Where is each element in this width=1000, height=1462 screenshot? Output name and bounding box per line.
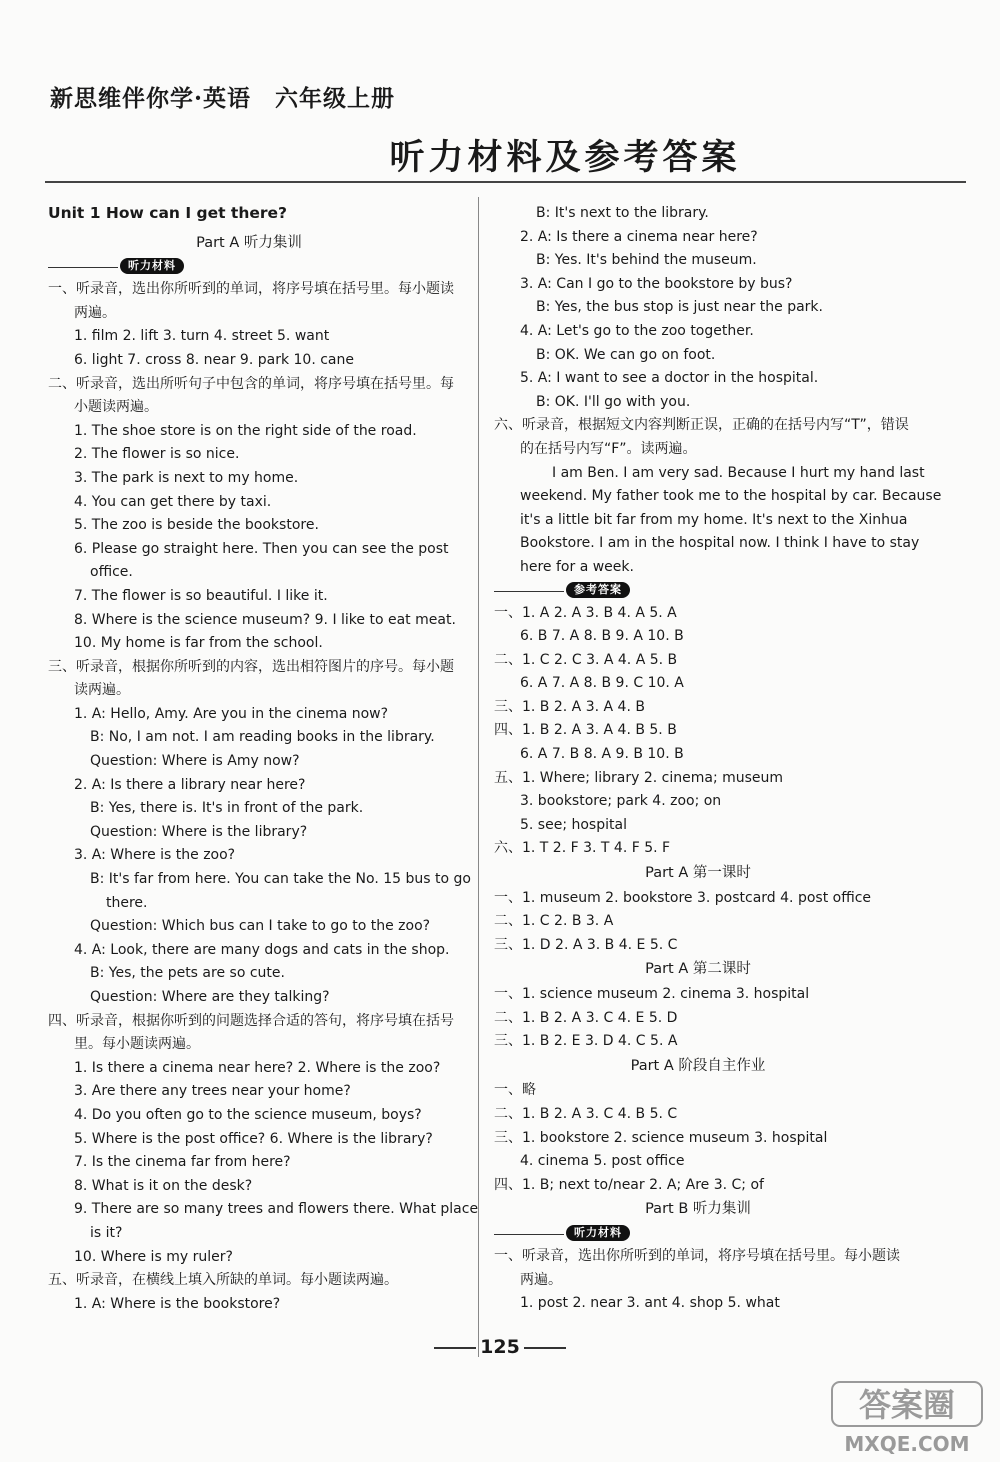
section-badge: 听力材料 [120,258,184,274]
text-line: it's a little bit far from my home. It's next to the Xinhua [520,511,908,528]
text-line: 一、1. museum 2. bookstore 3. postcard 4. post office [494,889,872,906]
unit-title: Unit 1 How can I get there? [48,204,288,222]
text-line: 三、1. B 2. A 3. A 4. B [494,698,645,715]
text-line: 5. see; hospital [520,816,627,833]
text-line: 6. B 7. A 8. B 9. A 10. B [520,628,684,645]
text-line: 3. bookstore; park 4. zoo; on [520,793,722,810]
section-badge-row [48,256,450,278]
text-line: 三、1. bookstore 2. science museum 3. hospital [494,1129,828,1146]
text-line: 1. A: Where is the bookstore? [74,1295,281,1312]
text-line: 2. A: Is there a library near here? [74,776,306,793]
text-line: 的在括号内写“F”。读两遍。 [520,440,697,457]
text-line: 1. The shoe store is on the right side of the road. [74,422,417,439]
text-line: 一、1. A 2. A 3. B 4. A 5. A [494,604,677,621]
watermark-logo [824,1378,994,1458]
text-line: 三、1. D 2. A 3. B 4. E 5. C [494,936,678,953]
text-line: 四、听录音，根据你听到的问题选择合适的答句，将序号填在括号 [48,1012,454,1029]
text-line: Question: Where is Amy now? [90,753,300,770]
text-line: B: Yes, there is. It's in front of the park. [90,800,364,817]
text-line: 五、1. Where; library 2. cinema; museum [494,769,784,786]
part-heading: Part A 第二课时 [645,961,751,978]
text-line: Question: Where are they talking? [90,989,330,1005]
text-line: 4. Do you often go to the science museum, boys? [74,1106,422,1123]
column-divider [478,197,479,1357]
text-line: 4. cinema 5. post office [520,1153,685,1170]
text-line: 3. The park is next to my home. [74,469,299,486]
text-line: 7. Is the cinema far from here? [74,1154,291,1171]
text-line: 10. Where is my ruler? [74,1248,233,1265]
page-number [0,1336,1000,1358]
text-line: 三、听录音，根据你所听到的内容，选出相符图片的序号。每小题 [48,658,454,675]
page-number-value: 125 [480,1336,520,1358]
part-heading: Part A 第一课时 [645,865,751,882]
text-line: Question: Where is the library? [90,823,308,840]
text-line: 两遍。 [74,304,116,321]
text-line: 里。每小题读两遍。 [74,1036,200,1053]
text-line: 二、1. C 2. C 3. A 4. A 5. B [494,651,678,668]
badge-rule [494,591,564,592]
text-line: 10. My home is far from the school. [74,635,323,652]
title-divider [45,181,966,183]
text-line: 1. A: Hello, Amy. Are you in the cinema now? [74,705,389,722]
text-line: 一、听录音，选出你所听到的单词，将序号填在括号里。每小题读 [494,1247,900,1264]
text-line: 读两遍。 [74,682,130,699]
text-line: 五、听录音，在横线上填入所缺的单词。每小题读两遍。 [48,1272,398,1289]
badge-rule [494,1234,564,1235]
text-line: 三、1. B 2. E 3. D 4. C 5. A [494,1033,678,1050]
text-line: B: OK. We can go on foot. [536,346,716,363]
text-line: office. [90,564,133,581]
text-line: here for a week. [520,558,634,575]
text-line: 一、1. science museum 2. cinema 3. hospital [494,986,810,1002]
text-line: 5. The zoo is beside the bookstore. [74,517,319,534]
text-line: 一、略 [494,1082,536,1099]
text-line: 两遍。 [520,1271,562,1288]
text-line: 2. A: Is there a cinema near here? [520,228,758,245]
text-line: B: Yes. It's behind the museum. [536,252,757,269]
section-badge-row [494,1223,902,1245]
text-line: B: Yes, the pets are so cute. [90,965,285,982]
text-line: 四、1. B 2. A 3. A 4. B 5. B [494,722,677,739]
text-line: B: It's far from here. You can take the No. 15 bus to go [90,871,471,888]
grade-label: 六年级上册 [275,85,396,112]
text-line: 4. You can get there by taxi. [74,493,272,510]
text-line: is it? [90,1224,123,1241]
text-line: I am Ben. I am very sad. Because I hurt my hand last [552,464,925,481]
page-title: 听力材料及参考答案 [389,138,741,178]
text-line: Question: Which bus can I take to go to the zoo? [90,918,431,935]
text-line: 3. A: Can I go to the bookstore by bus? [520,275,793,292]
text-line: 二、1. B 2. A 3. C 4. E 5. D [494,1009,678,1026]
text-line: 4. A: Let's go to the zoo together. [520,322,754,339]
text-line: 四、1. B; next to/near 2. A; Are 3. C; of [494,1176,764,1193]
section-badge: 听力材料 [566,1225,630,1241]
series-name: 新思维伴你学·英语 [50,85,252,112]
text-line: 6. A 7. B 8. A 9. B 10. B [520,746,684,763]
text-line: 一、听录音，选出你所听到的单词，将序号填在括号里。每小题读 [48,281,454,298]
text-line: 小题读两遍。 [74,399,158,416]
text-line: weekend. My father took me to the hospital by car. Because [520,488,942,505]
text-line: 1. post 2. near 3. ant 4. shop 5. what [520,1295,780,1312]
text-line: 5. Where is the post office? 6. Where is the library? [74,1130,433,1147]
text-line: there. [106,894,148,911]
text-line: 六、听录音，根据短文内容判断正误，正确的在括号内写“T”，错误 [494,417,909,434]
text-line: 1. film 2. lift 3. turn 4. street 5. want [74,328,330,345]
left-column [48,202,479,1316]
watermark-bottom-text: MXQE.COM [844,1432,970,1456]
part-heading: Part A 听力集训 [196,234,302,251]
page-number-dash-left [434,1347,476,1349]
text-line: 1. Is there a cinema near here? 2. Where is the zoo? [74,1059,441,1076]
text-line: Bookstore. I am in the hospital now. I think I have to stay [520,535,920,552]
text-line: 二、1. B 2. A 3. C 4. B 5. C [494,1105,678,1122]
part-heading: Part A 阶段自主作业 [630,1057,766,1074]
series-title [50,80,395,113]
page-number-dash-right [524,1347,566,1349]
text-line: B: It's next to the library. [536,205,709,221]
text-line: 6. Please go straight here. Then you can see the post [74,540,449,557]
badge-rule [48,267,118,268]
text-line: 6. light 7. cross 8. near 9. park 10. cane [74,351,354,368]
section-badge-row [494,580,902,602]
text-line: 3. A: Where is the zoo? [74,847,236,864]
text-line: 2. The flower is so nice. [74,446,240,463]
text-line: B: OK. I'll go with you. [536,393,691,410]
section-badge: 参考答案 [566,582,630,598]
watermark-top-text: 答案圈 [858,1386,956,1424]
text-line: 8. What is it on the desk? [74,1177,253,1194]
right-column [494,202,942,1316]
text-line: 5. A: I want to see a doctor in the hospital. [520,370,819,387]
text-line: 4. A: Look, there are many dogs and cats in the shop. [74,941,450,958]
text-line: 8. Where is the science museum? 9. I like to eat meat. [74,611,456,628]
text-line: 六、1. T 2. F 3. T 4. F 5. F [494,840,671,857]
text-line: 6. A 7. A 8. B 9. C 10. A [520,675,684,692]
text-line: 二、1. C 2. B 3. A [494,913,614,930]
text-line: B: No, I am not. I am reading books in the library. [90,729,435,746]
text-line: 3. Are there any trees near your home? [74,1083,351,1100]
text-line: 二、听录音，选出所听句子中包含的单词，将序号填在括号里。每 [48,375,454,392]
text-line: 7. The flower is so beautiful. I like it. [74,587,328,604]
text-line: B: Yes, the bus stop is just near the park. [536,299,823,316]
text-line: 9. There are so many trees and flowers there. What place [74,1201,479,1218]
part-heading: Part B 听力集训 [645,1201,751,1218]
